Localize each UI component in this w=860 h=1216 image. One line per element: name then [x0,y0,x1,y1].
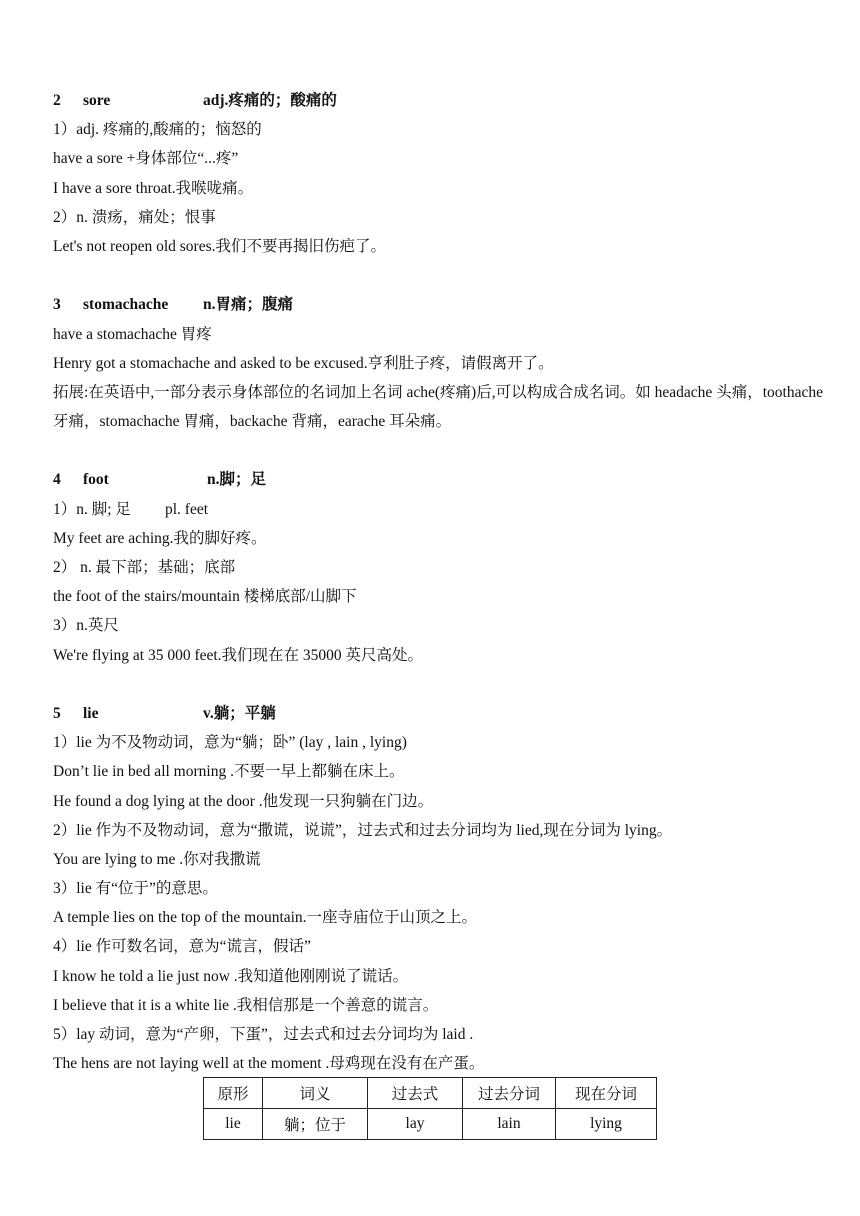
vocab-content [53,86,823,1078]
table-cell: lying [556,1109,657,1140]
table-header-row [204,1078,657,1109]
text-line: 1）lie 为不及物动词，意为“躺；卧” (lay , lain , lying) [53,734,407,752]
table-row [204,1109,657,1140]
text-line: I believe that it is a white lie .我相信那是一个善意的谎言。 [53,996,439,1014]
text-line: We're flying at 35 000 feet.我们现在在 35000 英尺高处。 [53,646,424,664]
table-header-cell: 过去分词 [463,1078,556,1109]
text-line: 5）lay 动词，意为“产卵，下蛋”，过去式和过去分词均为 laid . [53,1026,474,1044]
text-line: 1）adj. 疼痛的,酸痛的；恼怒的 [53,121,262,139]
text-line: 1）n. 脚; 足 pl. feet [53,500,209,518]
table-cell: 躺；位于 [263,1109,368,1140]
text-line: 3）lie 有“位于”的意思。 [53,880,218,898]
text-line: Don’t lie in bed all morning .不要一早上都躺在床上。 [53,763,405,781]
text-line: He found a dog lying at the door .他发现一只狗躺在门边。 [53,792,434,810]
table-header-cell: 现在分词 [556,1078,657,1109]
text-line: The hens are not laying well at the moment .母鸡现在没有在产蛋。 [53,1055,485,1073]
text-paragraph: 拓展:在英语中,一部分表示身体部位的名词加上名词 ache(疼痛)后,可以构成合成名词。如 headache 头痛，toothache 牙痛，stomachache 胃痛，backache 背痛，earache 耳朵痛。 [53,383,823,431]
table-header-cell: 过去式 [368,1078,463,1109]
text-line: I have a sore throat.我喉咙痛。 [53,179,254,197]
text-line: Let's not reopen old sores.我们不要再揭旧伤疤了。 [53,237,386,255]
table-header-cell: 词义 [263,1078,368,1109]
text-line: My feet are aching.我的脚好疼。 [53,529,267,547]
text-line: Henry got a stomachache and asked to be excused.亨利肚子疼，请假离开了。 [53,354,554,372]
verb-forms-table [203,1077,657,1140]
text-line: You are lying to me .你对我撒谎 [53,850,261,868]
entry-heading-foot: 4 foot n.脚；足 [53,471,266,489]
table-cell: lain [463,1109,556,1140]
text-line: 2） n. 最下部；基础；底部 [53,559,236,577]
entry-heading-stomachache: 3 stomachache n.胃痛；腹痛 [53,296,293,314]
entry-heading-lie: 5 lie v.躺；平躺 [53,704,276,722]
table-header-cell: 原形 [204,1078,263,1109]
table-cell: lay [368,1109,463,1140]
entry-heading-sore: 2 sore adj.疼痛的；酸痛的 [53,92,337,109]
text-line: have a stomachache 胃疼 [53,325,212,343]
text-line: 2）n. 溃疡，痛处；恨事 [53,208,216,226]
text-line: have a sore +身体部位“...疼” [53,150,239,168]
text-line: 2）lie 作为不及物动词，意为“撒谎，说谎”，过去式和过去分词均为 lied,现在分词为 lying。 [53,821,673,839]
table-cell: lie [204,1109,263,1140]
text-line: I know he told a lie just now .我知道他刚刚说了谎话。 [53,967,409,985]
text-line: 4）lie 作可数名词，意为“谎言，假话” [53,938,311,956]
text-line: A temple lies on the top of the mountain.一座寺庙位于山顶之上。 [53,909,478,927]
text-line: the foot of the stairs/mountain 楼梯底部/山脚下 [53,588,357,606]
text-line: 3）n.英尺 [53,617,119,635]
